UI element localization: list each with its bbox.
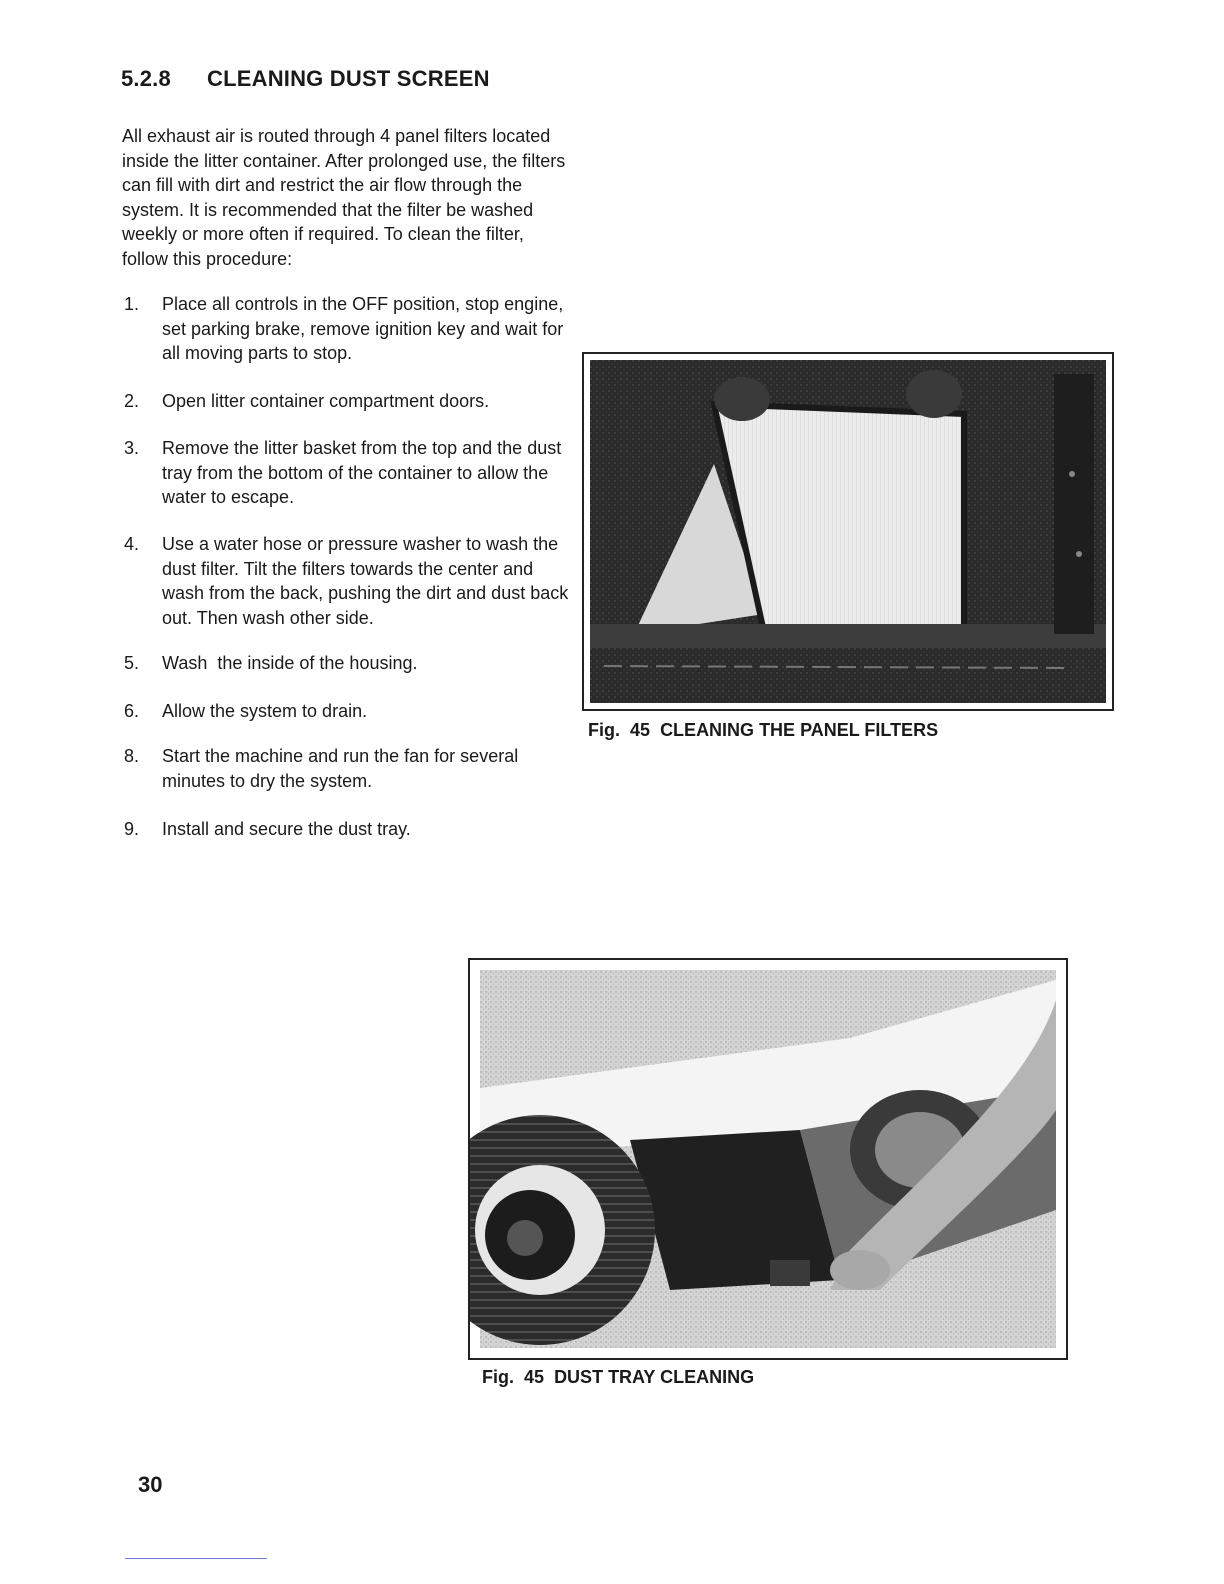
- section-title: CLEANING DUST SCREEN: [207, 66, 490, 91]
- step-text: Install and secure the dust tray.: [162, 819, 411, 839]
- figure-number: 45: [630, 720, 651, 740]
- step-number: 9.: [124, 819, 140, 839]
- step-text: Allow the system to drain.: [162, 701, 368, 721]
- panel-filters-illustration: [584, 354, 1112, 709]
- step-number: 5.: [124, 653, 140, 673]
- step-text: Use a water hose or pressure washer to wash the dust filter. Tilt the filters towards the center and wash from the back, pushing the dirt and dust back out. Then wash other side.: [162, 534, 569, 628]
- figure-number: 45: [524, 1367, 545, 1387]
- panel-filters-photo: [582, 352, 1114, 711]
- section-heading: [121, 66, 490, 92]
- figure-title: DUST TRAY CLEANING: [554, 1367, 755, 1387]
- step-number: 1.: [124, 294, 140, 314]
- dust-tray-illustration: [470, 960, 1066, 1358]
- dust-tray-photo: [468, 958, 1068, 1360]
- figure-title: CLEANING THE PANEL FILTERS: [660, 720, 939, 740]
- bottom-rule: [125, 1558, 267, 1559]
- step-number: 3.: [124, 438, 140, 458]
- step-number: 8.: [124, 746, 140, 766]
- step-text: Open litter container compartment doors.: [162, 391, 490, 411]
- step-number: 6.: [124, 701, 140, 721]
- figure-caption: [588, 720, 938, 741]
- page-number: 30: [138, 1472, 163, 1497]
- step-text: Place all controls in the OFF position, stop engine, set parking brake, remove ignition key and wait for all moving parts to stop.: [162, 294, 564, 363]
- step-text: Wash the inside of the housing.: [162, 653, 418, 673]
- section-number: 5.2.8: [121, 66, 171, 91]
- figure-label: Fig.: [482, 1367, 514, 1387]
- step-number: 2.: [124, 391, 140, 411]
- intro-paragraph: All exhaust air is routed through 4 panel filters located inside the litter container. After prolonged use, the filters can fill with dirt and restrict the air flow through the system. It is recommended that the filter be washed weekly or more often if required. To clean the filter, follow this procedure:: [122, 126, 566, 269]
- step-text: Start the machine and run the fan for several minutes to dry the system.: [162, 746, 519, 791]
- step-text: Remove the litter basket from the top and the dust tray from the bottom of the container to allow the water to escape.: [162, 438, 562, 507]
- figure-caption: [482, 1367, 754, 1388]
- step-number: 4.: [124, 534, 140, 554]
- figure-label: Fig.: [588, 720, 620, 740]
